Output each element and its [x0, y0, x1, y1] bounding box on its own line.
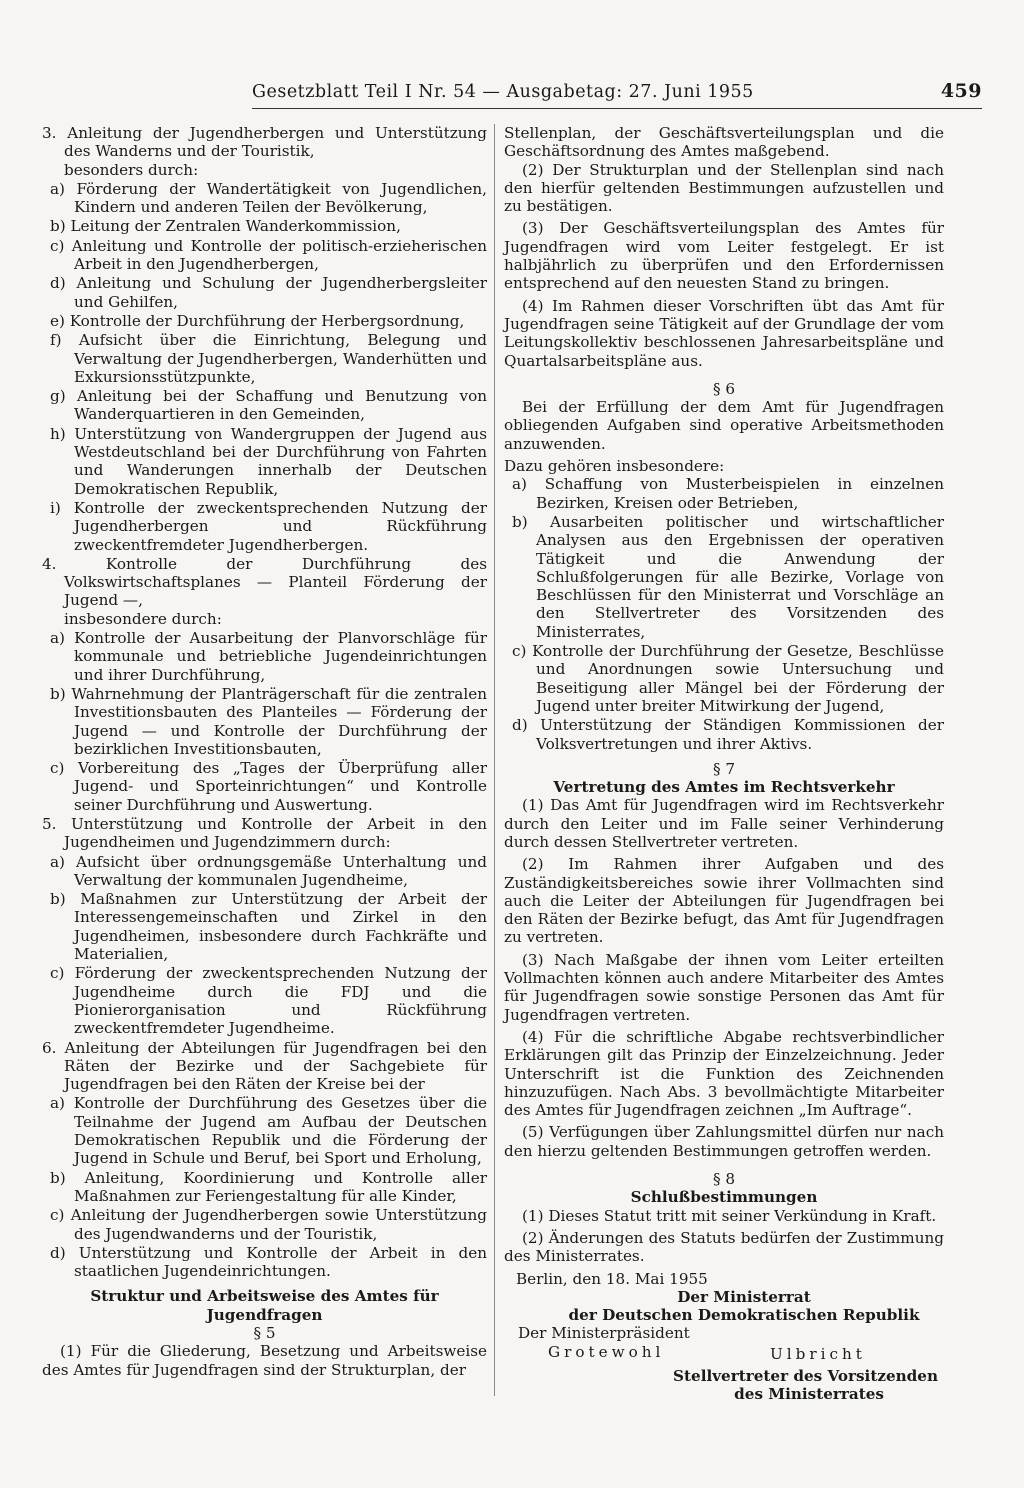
role-deputy-2: des Ministerrates	[734, 1385, 884, 1403]
item-6b: b) Anleitung, Koordinierung und Kontrolle aller Maßnahmen zur Feriengestaltung für alle Kinder,	[50, 1168, 487, 1205]
paragraph-6-intro: Dazu gehören insbesondere:	[504, 457, 725, 476]
item-3g: g) Anleitung bei der Schaffung und Benutzung von Wanderquartieren in den Gemeinden,	[50, 387, 487, 424]
paragraph-8-1: (1) Dieses Statut tritt mit seiner Verkündung in Kraft.	[522, 1206, 937, 1225]
paragraph-7-2: (2) Im Rahmen ihrer Aufgaben und des Zuständigkeitsbereiches sowie ihrer Vollmachten sind auch die Leiter der Abteilungen für Jugendfragen bei den Räten der Bezirke befugt, das Amt für Jugendfragen zu vertreten.	[504, 855, 944, 947]
signatory-org-2: der Deutschen Demokratischen Republik	[568, 1306, 920, 1325]
item-3b: b) Leitung der Zentralen Wanderkommission,	[50, 217, 401, 236]
item-6c: c) Anleitung der Jugendherbergen sowie Unterstützung des Jugendwanderns und der Touristik,	[50, 1206, 487, 1243]
paragraph-8-heading: Schlußbestimmungen	[630, 1188, 818, 1207]
left-column	[42, 124, 487, 1383]
item-3i: i) Kontrolle der zweckentsprechenden Nutzung der Jugendherbergen und Rückführung zweckentfremdeter Jugendherbergen.	[50, 498, 487, 554]
paragraph-6-text: Bei der Erfüllung der dem Amt für Jugendfragen obliegenden Aufgaben sind operative Arbeitsmethoden anzuwenden.	[504, 398, 944, 453]
paragraph-7-5: (5) Verfügungen über Zahlungsmittel dürfen nur nach den hierzu geltenden Bestimmungen getroffen werden.	[504, 1123, 944, 1160]
item-6a: a) Kontrolle der Durchführung des Gesetzes über die Teilnahme der Jugend am Aufbau der Deutschen Demokratischen Republik und die Förderung der Jugend in Schule und Beruf, bei Sport und Erholung,	[50, 1094, 487, 1168]
item-4a: a) Kontrolle der Ausarbeitung der Planvorschläge für kommunale und betriebliche Jugendeinrichtungen und ihrer Durchführung,	[50, 629, 487, 684]
item-3f: f) Aufsicht über die Einrichtung, Belegung und Verwaltung der Jugendherbergen, Wanderhütten und Exkursionsstützpunkte,	[50, 331, 487, 386]
paragraph-5-2: (2) Der Strukturplan und der Stellenplan sind nach den hierfür geltenden Bestimmungen aufzustellen und zu bestätigen.	[504, 160, 944, 216]
item-5a: a) Aufsicht über ordnungsgemäße Unterhaltung und Verwaltung der kommunalen Jugendheime,	[50, 852, 487, 889]
item-3h: h) Unterstützung von Wandergruppen der Jugend aus Westdeutschland bei der Durchführung von Fahrten und Wanderungen innerhalb der Deutschen Demokratischen Republik,	[50, 424, 487, 498]
page-number: 459	[940, 80, 982, 102]
paragraph-5-label: § 5	[253, 1324, 276, 1342]
paragraph-6c: c) Kontrolle der Durchführung der Gesetze, Beschlüsse und Anordnungen sowie Untersuchung und Beseitigung aller Mängel bei der Förderung der Jugend unter breiter Mitwirkung der Jugend,	[512, 642, 944, 715]
paragraph-5-3: (3) Der Geschäftsverteilungsplan des Amtes für Jugendfragen wird vom Leiter festgelegt. Er ist halbjährlich zu überprüfen und den Erfordernissen entsprechend auf den neuesten Stand zu bringen.	[504, 219, 944, 293]
role-deputy-1: Stellvertreter des Vorsitzenden	[673, 1366, 938, 1385]
item-4: 4. Kontrolle der Durchführung des Volkswirtschaftsplanes — Planteil Förderung der Jugend —, insbesondere durch:	[42, 554, 487, 628]
item-6: 6. Anleitung der Abteilungen für Jugendfragen bei den Räten der Bezirke und der Sachgebiete für Jugendfragen bei den Räten der Kreise bei der	[42, 1038, 487, 1094]
paragraph-6-label: § 6	[712, 379, 736, 398]
right-column	[504, 124, 944, 1403]
header-rule	[252, 108, 982, 109]
item-3e: e) Kontrolle der Durchführung der Herbergsordnung,	[50, 311, 465, 330]
signatory-org-1: Der Ministerrat	[677, 1287, 811, 1306]
role-prime-minister: Der Ministerpräsident	[518, 1324, 690, 1343]
signature-names	[504, 1343, 944, 1367]
date-line: Berlin, den 18. Mai 1955	[516, 1269, 708, 1288]
signature-ulbricht: Ulbricht	[770, 1344, 866, 1363]
paragraph-8-label: § 8	[712, 1170, 736, 1189]
paragraph-6a: a) Schaffung von Musterbeispielen in einzelnen Bezirken, Kreisen oder Betrieben,	[512, 475, 944, 512]
column-divider	[494, 124, 495, 1396]
item-3a: a) Förderung der Wandertätigkeit von Jugendlichen, Kindern und anderen Teilen der Bevölkerung,	[50, 179, 487, 217]
paragraph-7-heading: Vertretung des Amtes im Rechtsverkehr	[553, 778, 895, 797]
item-5b: b) Maßnahmen zur Unterstützung der Arbeit der Interessengemeinschaften und Zirkel in den Jugendheimen, insbesondere durch Fachkräfte und Materialien,	[50, 890, 487, 964]
paragraph-7-1: (1) Das Amt für Jugendfragen wird im Rechtsverkehr durch den Leiter und im Falle seiner Verhinderung durch dessen Stellvertreter vertreten.	[504, 796, 944, 851]
item-6d: d) Unterstützung und Kontrolle der Arbeit in den staatlichen Jugendeinrichtungen.	[50, 1243, 487, 1281]
section-heading: Struktur und Arbeitsweise des Amtes für Jugendfragen	[90, 1287, 439, 1324]
paragraph-5-text: (1) Für die Gliederung, Besetzung und Arbeitsweise des Amtes für Jugendfragen sind der Strukturplan, der	[42, 1342, 487, 1379]
paragraph-5-4: (4) Im Rahmen dieser Vorschriften übt das Amt für Jugendfragen seine Tätigkeit auf der Grundlage der vom Leitungskollektiv beschlossenen Jahresarbeitspläne und Quartalsarbeitspläne aus.	[504, 296, 944, 370]
page-header	[252, 80, 982, 110]
header-title: Gesetzblatt Teil I Nr. 54 — Ausgabetag: 27. Juni 1955	[252, 82, 754, 102]
paragraph-6d: d) Unterstützung der Ständigen Kommissionen der Volksvertretungen und ihrer Aktivs.	[512, 716, 944, 753]
paragraph-7-label: § 7	[712, 759, 736, 778]
item-3: 3. Anleitung der Jugendherbergen und Unterstützung des Wanderns und der Touristik, besonders durch:	[42, 124, 487, 179]
paragraph-8-2: (2) Änderungen des Statuts bedürfen der Zustimmung des Ministerrates.	[504, 1228, 944, 1266]
paragraph-7-4: (4) Für die schriftliche Abgabe rechtsverbindlicher Erklärungen gilt das Prinzip der Einzelzeichnung. Jeder Unterschrift ist die Funktion des Zeichnenden hinzuzufügen. Nach Abs. 3 bevollmächtigte Mitarbeiter des Amtes für Jugendfragen zeichnen „Im Auftrage“.	[504, 1027, 944, 1120]
signature-grotewohl: Grotewohl	[548, 1342, 665, 1361]
item-5: 5. Unterstützung und Kontrolle der Arbeit in den Jugendheimen und Jugendzimmern durch:	[42, 814, 487, 852]
paragraph-6b: b) Ausarbeiten politischer und wirtschaftlicher Analysen aus den Ergebnissen der operativen Tätigkeit und die Anwendung der Schlußfolgerungen für alle Bezirke, Vorlage von Beschlüssen für den Ministerrat und Vorschläge an den Stellvertreter des Vorsitzenden des Ministerrates,	[512, 512, 944, 641]
item-4b: b) Wahrnehmung der Planträgerschaft für die zentralen Investitionsbauten des Planteiles — Förderung der Jugend — und Kontrolle der Durchführung der bezirklichen Investitionsbauten,	[50, 684, 487, 758]
item-4c: c) Vorbereitung des „Tages der Überprüfung aller Jugend- und Sporteinrichtungen“ und Kontrolle seiner Durchführung und Auswertung.	[50, 759, 487, 814]
item-5c: c) Förderung der zweckentsprechenden Nutzung der Jugendheime durch die FDJ und die Pionierorganisation und Rückführung zweckentfremdeter Jugendheime.	[50, 964, 487, 1038]
item-3c: c) Anleitung und Kontrolle der politisch-erzieherischen Arbeit in den Jugendherbergen,	[50, 236, 487, 274]
paragraph-5-continuation: Stellenplan, der Geschäftsverteilungsplan und die Geschäftsordnung des Amtes maßgebend.	[504, 124, 944, 161]
paragraph-7-3: (3) Nach Maßgabe der ihnen vom Leiter erteilten Vollmachten können auch andere Mitarbeiter des Amtes für Jugendfragen sowie sonstige Personen das Amt für Jugendfragen vertreten.	[504, 950, 944, 1024]
item-3d: d) Anleitung und Schulung der Jugendherbergsleiter und Gehilfen,	[50, 274, 487, 311]
